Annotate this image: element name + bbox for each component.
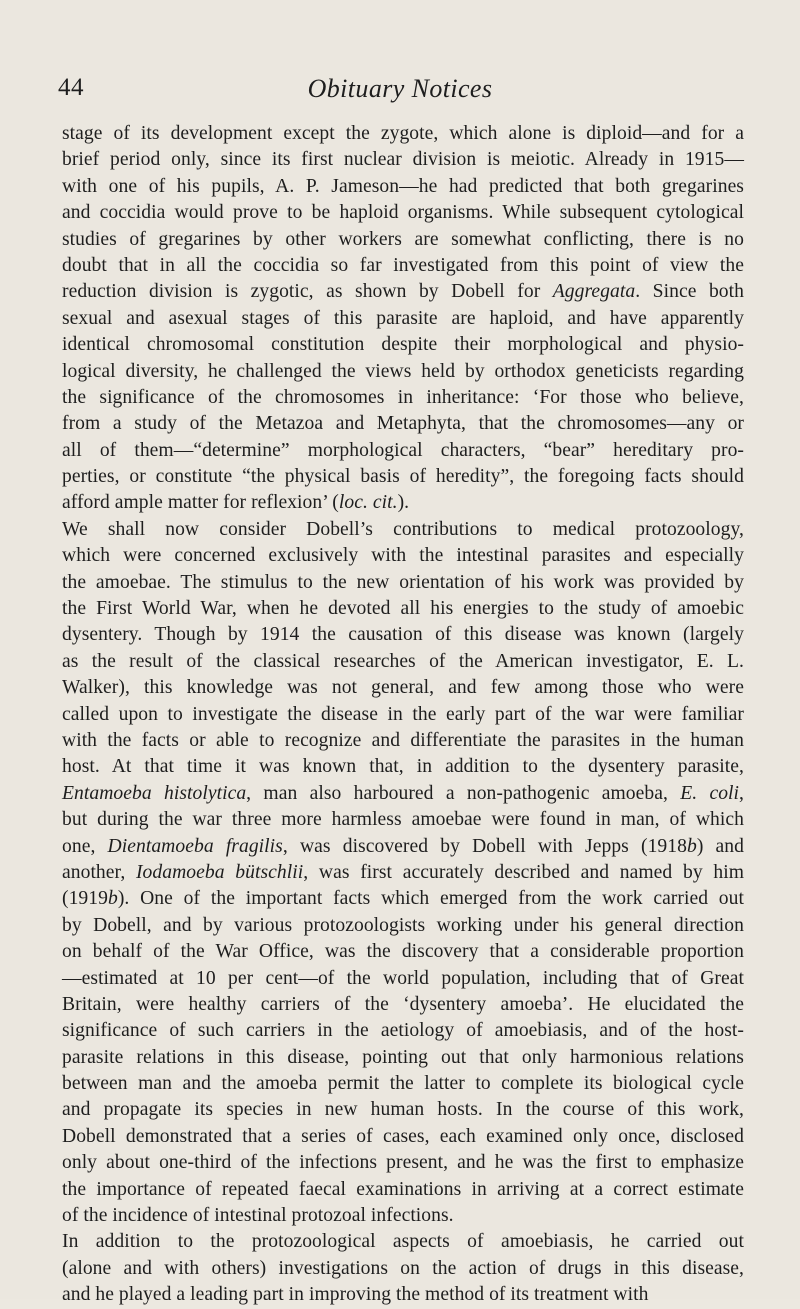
text-segment: and he played a leading part in improving the method of its treatment with [62,1284,649,1306]
text-line [62,411,744,437]
text-line [62,596,744,622]
text-line [62,121,744,147]
text-segment: and propagate its species in new human hosts. In the course of this work, [62,1099,744,1121]
text-segment: identical chromosomal constitution despite their morphological and physio- [62,334,744,356]
text-segment: . Since both [635,281,744,303]
text-line [62,649,744,675]
text-line [62,359,744,385]
text-segment: between man and the amoeba permit the latter to complete its biological cycle [62,1073,744,1095]
text-line [62,754,744,780]
text-segment: dysentery. Though by 1914 the causation of this disease was known (largely [62,624,744,646]
text-line [62,966,744,992]
text-segment: one, [62,835,108,857]
text-segment: , [739,782,744,804]
text-line [62,227,744,253]
italic-text: E. coli [680,782,740,804]
text-segment: Dobell demonstrated that a series of cases, each examined only once, disclosed [62,1125,744,1147]
text-segment: Walker), this knowledge was not general, and few among those who were [62,677,744,699]
text-segment: the amoebae. The stimulus to the new orientation of his work was provided by [62,571,744,593]
text-line [62,728,744,754]
text-segment: with the facts or able to recognize and differentiate the parasites in the human [62,729,744,751]
body-text [62,121,744,1309]
text-line [62,992,744,1018]
text-line [62,279,744,305]
running-title: Obituary Notices [307,74,493,103]
text-segment: studies of gregarines by other workers are somewhat conflicting, there is no [62,228,744,250]
text-segment: ) and [696,835,744,857]
italic-text: b [686,835,697,857]
text-segment: host. At that time it was known that, in addition to the dysentery parasite, [62,756,744,778]
text-segment: stage of its development except the zygote, which alone is diploid—and for a [62,123,744,144]
text-line [62,1150,744,1176]
text-line [62,1282,744,1308]
text-segment: (1919 [62,888,108,910]
text-segment: Britain, were healthy carriers of the ‘dysentery amoeba’. He elucidated the [62,993,744,1015]
text-line [62,781,744,807]
text-segment: —estimated at 10 per cent—of the world population, including that of Great [62,967,744,989]
text-segment: by Dobell, and by various protozoologists working under his general direction [62,914,744,936]
text-line [62,464,744,490]
text-segment: ). [397,492,410,514]
text-line [62,490,744,516]
text-segment: , was first accurately described and named by him [303,861,744,883]
text-segment: brief period only, since its first nuclear division is meiotic. Already in 1915— [62,149,744,171]
text-line [62,886,744,912]
text-segment: the significance of the chromosomes in inheritance: ‘For those who believe, [62,386,744,408]
text-line [62,543,744,569]
text-segment: , man also harboured a non-pathogenic amoeba, [246,782,681,804]
text-line [62,622,744,648]
text-segment: doubt that in all the coccidia so far investigated from this point of view the [62,254,744,276]
text-line [62,306,744,332]
text-segment: In addition to the protozoological aspects of amoebiasis, he carried out [62,1231,744,1253]
text-line [62,200,744,226]
text-line [62,807,744,833]
italic-text: Entamoeba histolytica [62,782,247,804]
text-line [62,939,744,965]
text-segment: parasite relations in this disease, pointing out that only harmonious relations [62,1046,744,1068]
text-segment: from a study of the Metazoa and Metaphyta, that the chromosomes—any or [62,413,744,435]
text-line [62,253,744,279]
text-line [62,1177,744,1203]
text-segment: which were concerned exclusively with the intestinal parasites and especially [62,545,744,567]
text-line [62,860,744,886]
text-segment: the First World War, when he devoted all his energies to the study of amoebic [62,598,744,620]
text-segment: the importance of repeated faecal examinations in arriving at a correct estimate [62,1178,744,1200]
text-line [62,675,744,701]
text-segment: sexual and asexual stages of this parasite are haploid, and have apparently [62,307,744,329]
italic-text: loc. cit. [338,492,398,514]
italic-text: Iodamoeba bütschlii [135,861,304,883]
text-segment: all of them—“determine” morphological characters, “bear” hereditary pro- [62,439,744,461]
text-segment: logical diversity, he challenged the views held by orthodox geneticists regarding [62,360,744,382]
text-segment: , was discovered by Dobell with Jepps (1918 [282,835,687,857]
text-segment: We shall now consider Dobell’s contributions to medical protozoology, [62,518,744,540]
text-line [62,702,744,728]
text-segment: called upon to investigate the disease in the early part of the war were familiar [62,703,744,725]
text-line [62,834,744,860]
text-line [62,1124,744,1150]
text-segment: with one of his pupils, A. P. Jameson—he had predicted that both gregarines [62,175,744,197]
page-header [58,68,742,108]
text-line [62,1203,744,1229]
italic-text: b [107,888,118,910]
text-line [62,1229,744,1255]
text-segment: only about one-third of the infections present, and he was the first to emphasize [62,1152,744,1174]
text-segment: another, [62,861,136,883]
text-segment: and coccidia would prove to be haploid organisms. While subsequent cytological [62,202,744,224]
text-segment: ). One of the important facts which emerged from the work carried out [117,888,744,910]
text-line [62,570,744,596]
text-segment: as the result of the classical researches of the American investigator, E. L. [62,650,744,672]
italic-text: Dientamoeba fragilis [107,835,283,857]
page-number: 44 [58,74,84,101]
text-line [62,1071,744,1097]
text-line [62,1097,744,1123]
text-segment: reduction division is zygotic, as shown by Dobell for [62,281,553,303]
text-segment: perties, or constitute “the physical basis of heredity”, the foregoing facts should [62,466,744,488]
text-line [62,147,744,173]
text-line [62,1045,744,1071]
text-segment: but during the war three more harmless amoebae were found in man, of which [62,809,744,831]
text-line [62,332,744,358]
text-line [62,385,744,411]
text-line [62,913,744,939]
text-segment: afford ample matter for reflexion’ ( [62,492,339,514]
text-line [62,1256,744,1282]
text-line [62,438,744,464]
text-line [62,1018,744,1044]
text-line [62,174,744,200]
text-segment: (alone and with others) investigations on the action of drugs in this disease, [62,1257,744,1279]
text-segment: on behalf of the War Office, was the discovery that a considerable proportion [62,941,744,963]
text-segment: significance of such carriers in the aetiology of amoebiasis, and of the host- [62,1020,744,1042]
italic-text: Aggregata [552,281,636,303]
text-line [62,517,744,543]
text-segment: of the incidence of intestinal protozoal infections. [62,1205,454,1227]
